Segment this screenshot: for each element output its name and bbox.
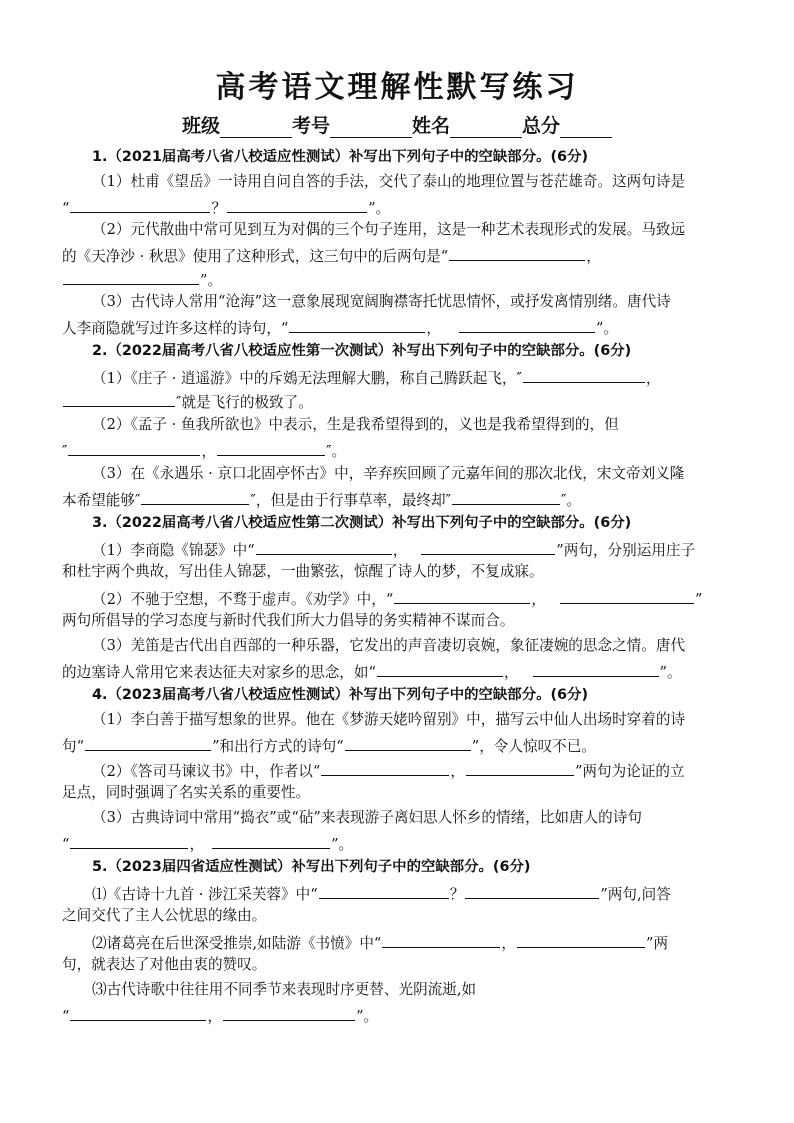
blank-input[interactable] — [63, 268, 199, 285]
q3-item3-answer: 的边塞诗人常用它来表达征夫对家乡的思念，如“ ， ”。 — [62, 660, 682, 683]
q2-item2-text: （2）《孟子 · 鱼我所欲也》中表示，生是我希望得到的，义也是我希望得到的，但 — [92, 416, 619, 433]
q1-item2-text: （2）元代散曲中常可见到互为对偶的三个句子连用，这是一种艺术表现形式的发展。马致远 — [92, 221, 686, 238]
blank-input[interactable] — [452, 488, 560, 505]
blank-input[interactable] — [85, 734, 211, 751]
q1-item1-text: （1）杜甫《望岳》一诗用自问自答的手法，交代了泰山的地理位置与苍茫雄奇。这两句诗是 — [92, 173, 686, 190]
blank-input[interactable] — [321, 759, 449, 776]
blank-input[interactable] — [377, 660, 503, 677]
q4-item1-text: （1）李白善于描写想象的世界。他在《梦游天姥吟留别》中，描写云中仙人出场时穿着的诗 — [92, 711, 686, 728]
blank-input[interactable] — [63, 390, 175, 407]
q5-item1-cont: 之间交代了主人公忧思的缘由。 — [62, 907, 267, 924]
blank-input[interactable] — [70, 832, 188, 849]
blank-input[interactable] — [223, 1004, 355, 1021]
page-title: 高考语文理解性默写练习 — [215, 70, 579, 105]
blank-input[interactable] — [319, 882, 449, 899]
blank-input[interactable] — [421, 538, 555, 555]
blank-input[interactable] — [523, 366, 645, 383]
q4-item3-answer: “ ， ”。 — [62, 832, 353, 855]
blank-input[interactable] — [533, 660, 659, 677]
blank-input[interactable] — [227, 196, 367, 213]
q3-item3-text: （3）羌笛是古代出自西部的一种乐器，它发出的声音凄切哀婉，象征凄婉的思念之情。唐代 — [92, 637, 686, 654]
q1-item3-answer: 人李商隐就写过许多这样的诗句，“ ， ”。 — [62, 316, 618, 339]
q1-item3-text: （3）古代诗人常用“沧海”这一意象展现宽阔胸襟寄托忧思情怀，或抒发离情别绪。唐代诗 — [92, 293, 671, 310]
score-field[interactable] — [560, 117, 612, 138]
q3-item1-text: （1）李商隐《锦瑟》中“ ， ”两句，分别运用庄子 — [92, 538, 695, 561]
question-3-header: 3.（2022届高考八省八校适应性第二次测试）补写出下列句子中的空缺部分。(6分) — [92, 515, 632, 531]
question-5-header: 5.（2023届四省适应性测试）补写出下列句子中的空缺部分。(6分) — [92, 859, 531, 875]
q5-item2-cont: 句，就表达了对他由衷的赞叹。 — [62, 956, 267, 973]
q5-item3-text: ⑶古代诗歌中往往用不同季节来表现时序更替、光阴流逝,如 — [92, 981, 477, 998]
question-4-header: 4.（2023届高考八省八校适应性测试）补写出下列句子中的空缺部分。(6分) — [92, 687, 589, 703]
class-field[interactable] — [220, 117, 292, 138]
blank-input[interactable] — [70, 1004, 206, 1021]
q1-item2-answer-cont: ”。 — [62, 268, 222, 291]
q2-item2-answer: ″ ， ″。 — [62, 439, 346, 462]
question-1-header: 1.（2021届高考八省八校适应性测试）补写出下列句子中的空缺部分。(6分) — [92, 149, 589, 165]
exam-no-field[interactable] — [330, 117, 412, 138]
score-label: 总分 — [522, 115, 561, 137]
blank-input[interactable] — [517, 931, 645, 948]
q1-item2-answer: 的《天净沙 · 秋思》使用了这种形式，这三句中的后两句是“ ， — [62, 244, 601, 267]
q4-item2-text: （2）《答司马谏议书》中，作者以“ ， ”两句为论证的立 — [92, 759, 685, 782]
blank-input[interactable] — [68, 439, 200, 456]
blank-input[interactable] — [560, 587, 694, 604]
q2-item3-text: （3）在《永遇乐 · 京口北固亭怀古》中，辛弃疾回顾了元嘉年间的那次北伐，宋文帝刘义隆 — [92, 465, 685, 482]
q5-item2-text: ⑵诸葛亮在后世深受推崇,如陆游《书愤》中“ ， ”两 — [92, 931, 668, 954]
class-label: 班级 — [181, 115, 220, 137]
q2-item3-answer: 本希望能够″ ″，但是由于行事草率，最终却″ ″。 — [62, 488, 581, 511]
exam-no-label: 考号 — [291, 115, 330, 137]
blank-input[interactable] — [465, 882, 599, 899]
blank-input[interactable] — [212, 832, 330, 849]
q4-item3-text: （3）古典诗词中常用“捣衣”或“砧”来表现游子离妇思人怀乡的情绪，比如唐人的诗句 — [92, 809, 642, 826]
name-field[interactable] — [450, 117, 522, 138]
blank-input[interactable] — [382, 931, 500, 948]
name-label: 姓名 — [412, 115, 451, 137]
q4-item2-cont: 足点，同时强调了名实关系的重要性。 — [62, 784, 311, 801]
q2-item1-text: （1）《庄子 · 逍遥游》中的斥鴳无法理解大鹏，称自己腾跃起飞，″ ， — [92, 366, 661, 389]
q1-item1-answer: “ ？ ”。 — [62, 196, 390, 219]
blank-input[interactable] — [70, 196, 210, 213]
q2-item1-answer: ″就是飞行的极致了。 — [62, 390, 313, 413]
q3-item2-text: （2）不驰于空想，不骛于虚声。《劝学》中，“ ， ” — [92, 587, 702, 610]
blank-input[interactable] — [141, 488, 249, 505]
student-info-line — [0, 111, 794, 138]
q3-item2-cont: 两句所倡导的学习态度与新时代我们所大力倡导的务实精神不谋而合。 — [62, 612, 515, 629]
blank-input[interactable] — [459, 316, 595, 333]
blank-input[interactable] — [345, 734, 471, 751]
blank-input[interactable] — [256, 538, 392, 555]
question-2-header: 2.（2022届高考八省八校适应性第一次测试）补写出下列句子中的空缺部分。(6分) — [92, 343, 632, 359]
q5-item3-answer: “ ， ”。 — [62, 1004, 378, 1027]
q5-item1-text: ⑴《古诗十九首 · 涉江采芙蓉》中“ ？ ”两句,问答 — [92, 882, 671, 905]
blank-input[interactable] — [217, 439, 325, 456]
blank-input[interactable] — [449, 244, 585, 261]
blank-input[interactable] — [394, 587, 530, 604]
blank-input[interactable] — [466, 759, 574, 776]
q4-item1-answer: 句“ ”和出行方式的诗句“ ”，令人惊叹不已。 — [62, 734, 596, 757]
q3-item1-cont: 和杜宇两个典故，写出佳人锦瑟，一曲繁弦，惊醒了诗人的梦，不复成寐。 — [62, 563, 544, 580]
blank-input[interactable] — [289, 316, 425, 333]
